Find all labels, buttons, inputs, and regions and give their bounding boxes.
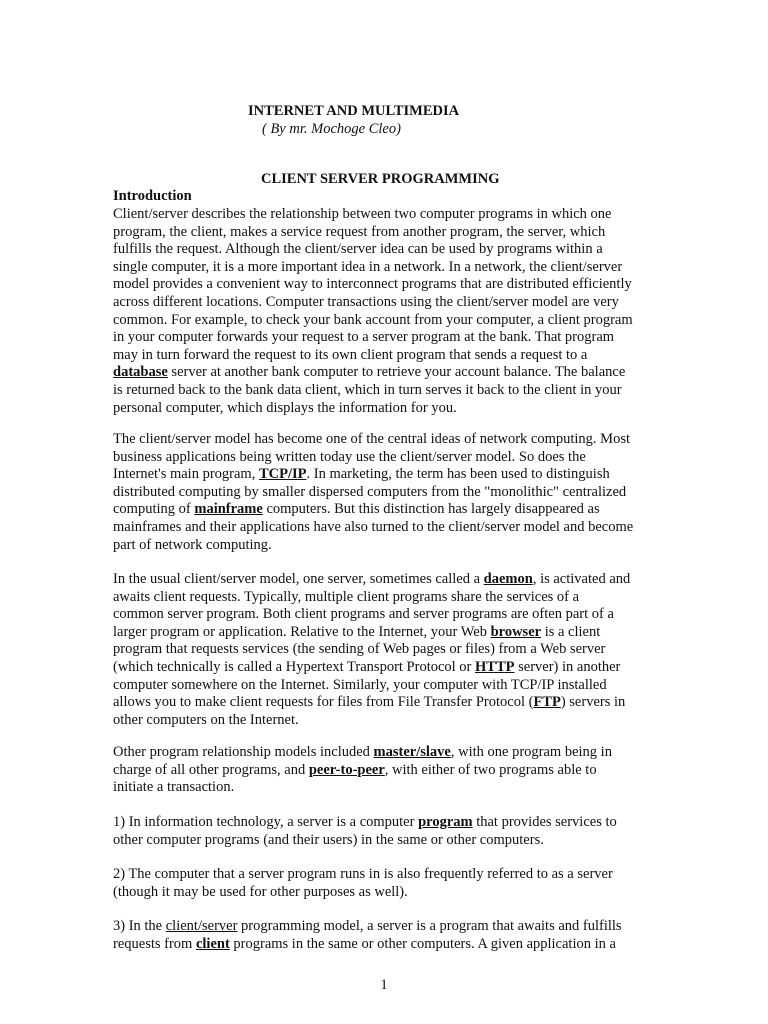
text-fragment: requests from [113, 935, 196, 952]
text-fragment: computing of [113, 501, 195, 518]
text-line [113, 694, 673, 712]
text-line: fulfills the request. Although the client/server idea can be used by programs within a [113, 241, 603, 258]
link-database[interactable]: database [113, 364, 168, 381]
link-daemon[interactable]: daemon [483, 571, 533, 587]
text-fragment: allows you to make client requests for files from File Transfer Protocol ( [113, 694, 534, 711]
text-fragment: programming model, a server is a program that awaits and fulfills [237, 918, 622, 934]
text-fragment: computers. But this distinction has largely disappeared as [262, 501, 600, 518]
link-client[interactable]: client [195, 935, 230, 952]
text-line: program that requests services (the sending of Web pages or files) from a Web server [113, 641, 606, 658]
text-fragment: Other program relationship models included [113, 744, 374, 760]
text-line [113, 364, 673, 382]
text-fragment: , with either of two programs able to [384, 761, 597, 778]
section-title: CLIENT SERVER PROGRAMMING [261, 171, 500, 187]
text-line [113, 466, 673, 484]
text-line: may in turn forward the request to its own client program that sends a request to a [113, 346, 588, 363]
text-line: program, the client, makes a service request from another program, the server, which [113, 223, 606, 240]
text-fragment: , with one program being in [450, 744, 612, 760]
text-line [113, 762, 673, 780]
link-browser[interactable]: browser [490, 623, 542, 640]
text-line [113, 936, 673, 954]
text-line: model provides a convenient way to interconnect programs that are distributed efficiently [113, 276, 632, 293]
link-mainframe[interactable]: mainframe [194, 501, 263, 518]
document-title: INTERNET AND MULTIMEDIA [248, 103, 460, 119]
paragraph-2 [113, 431, 673, 554]
text-line [113, 501, 673, 519]
paragraph-3 [113, 571, 673, 729]
text-fragment: is a client [541, 623, 601, 640]
text-fragment: (which technically is called a Hypertext Transport Protocol or [113, 658, 476, 675]
text-line: The client/server model has become one of the central ideas of network computing. Most [113, 431, 631, 447]
text-line: in your computer forwards your request to a server program at the bank. That program [113, 329, 615, 346]
text-fragment: 3) In the [113, 918, 166, 934]
text-fragment: . In marketing, the term has been used to distinguish [306, 466, 610, 483]
text-fragment: that provides services to [472, 814, 617, 830]
text-line: single computer, it is a more important idea in a network. In a network, the client/server [113, 258, 623, 275]
text-fragment: programs in the same or other computers. A given application in a [229, 935, 616, 952]
text-line: other computers on the Internet. [113, 711, 299, 728]
text-fragment: Internet's main program, [113, 466, 259, 483]
text-line: other computer programs (and their users) in the same or other computers. [113, 831, 544, 848]
text-line: computer somewhere on the Internet. Similarly, your computer with TCP/IP installed [113, 676, 607, 693]
text-line: business applications being written today use the client/server model. So does the [113, 448, 586, 465]
text-line: awaits client requests. Typically, multiple client programs share the services of a [113, 588, 580, 605]
text-line [113, 624, 673, 642]
text-line: across different locations. Computer transactions using the client/server model are very [113, 293, 619, 310]
link-http[interactable]: HTTP [475, 658, 515, 675]
text-fragment: In the usual client/server model, one server, sometimes called a [113, 571, 484, 587]
text-line [113, 744, 673, 762]
link-tcp-ip[interactable]: TCP/IP [258, 466, 307, 483]
subheading-introduction: Introduction [113, 188, 192, 204]
text-line: personal computer, which displays the information for you. [113, 399, 457, 416]
paragraph-4 [113, 744, 673, 797]
text-line: mainframes and their applications have also turned to the client/server model and become [113, 518, 634, 535]
link-peer-to-peer[interactable]: peer-to-peer [308, 761, 385, 778]
text-fragment: larger program or application. Relative to the Internet, your Web [113, 623, 491, 640]
link-client-server[interactable]: client/server [165, 918, 238, 934]
page-number: 1 [380, 977, 388, 993]
text-line: (though it may be used for other purposes as well). [113, 883, 408, 900]
link-program[interactable]: program [418, 814, 473, 830]
text-fragment: , is activated and [532, 571, 631, 587]
link-ftp[interactable]: FTP [533, 694, 561, 711]
text-line: part of network computing. [113, 536, 272, 553]
text-fragment: ) servers in [560, 694, 626, 711]
paragraph-5 [113, 814, 673, 849]
text-line: Client/server describes the relationship between two computer programs in which one [113, 206, 612, 222]
text-fragment: server) in another [514, 658, 621, 675]
paragraph-7 [113, 918, 673, 953]
link-master-slave[interactable]: master/slave [373, 744, 451, 760]
text-line [113, 814, 673, 832]
text-line [113, 659, 673, 677]
text-line: common server program. Both client programs and server programs are often part of a [113, 606, 614, 623]
paragraph-6 [113, 866, 673, 901]
text-line: 2) The computer that a server program runs in is also frequently referred to as a server [113, 866, 613, 882]
paragraph-1 [113, 206, 673, 417]
text-line: common. For example, to check your bank account from your computer, a client program [113, 311, 633, 328]
text-line [113, 918, 673, 936]
text-line [113, 571, 673, 589]
text-fragment: server at another bank computer to retrieve your account balance. The balance [167, 364, 626, 381]
text-fragment: 1) In information technology, a server is a computer [113, 814, 419, 830]
text-fragment: charge of all other programs, and [113, 761, 309, 778]
text-line: initiate a transaction. [113, 779, 235, 796]
text-line: is returned back to the bank data client, which in turn serves it back to the client in your [113, 381, 622, 398]
document-author: ( By mr. Mochoge Cleo) [262, 121, 401, 137]
text-line: distributed computing by smaller dispersed computers from the "monolithic" centralized [113, 483, 627, 500]
